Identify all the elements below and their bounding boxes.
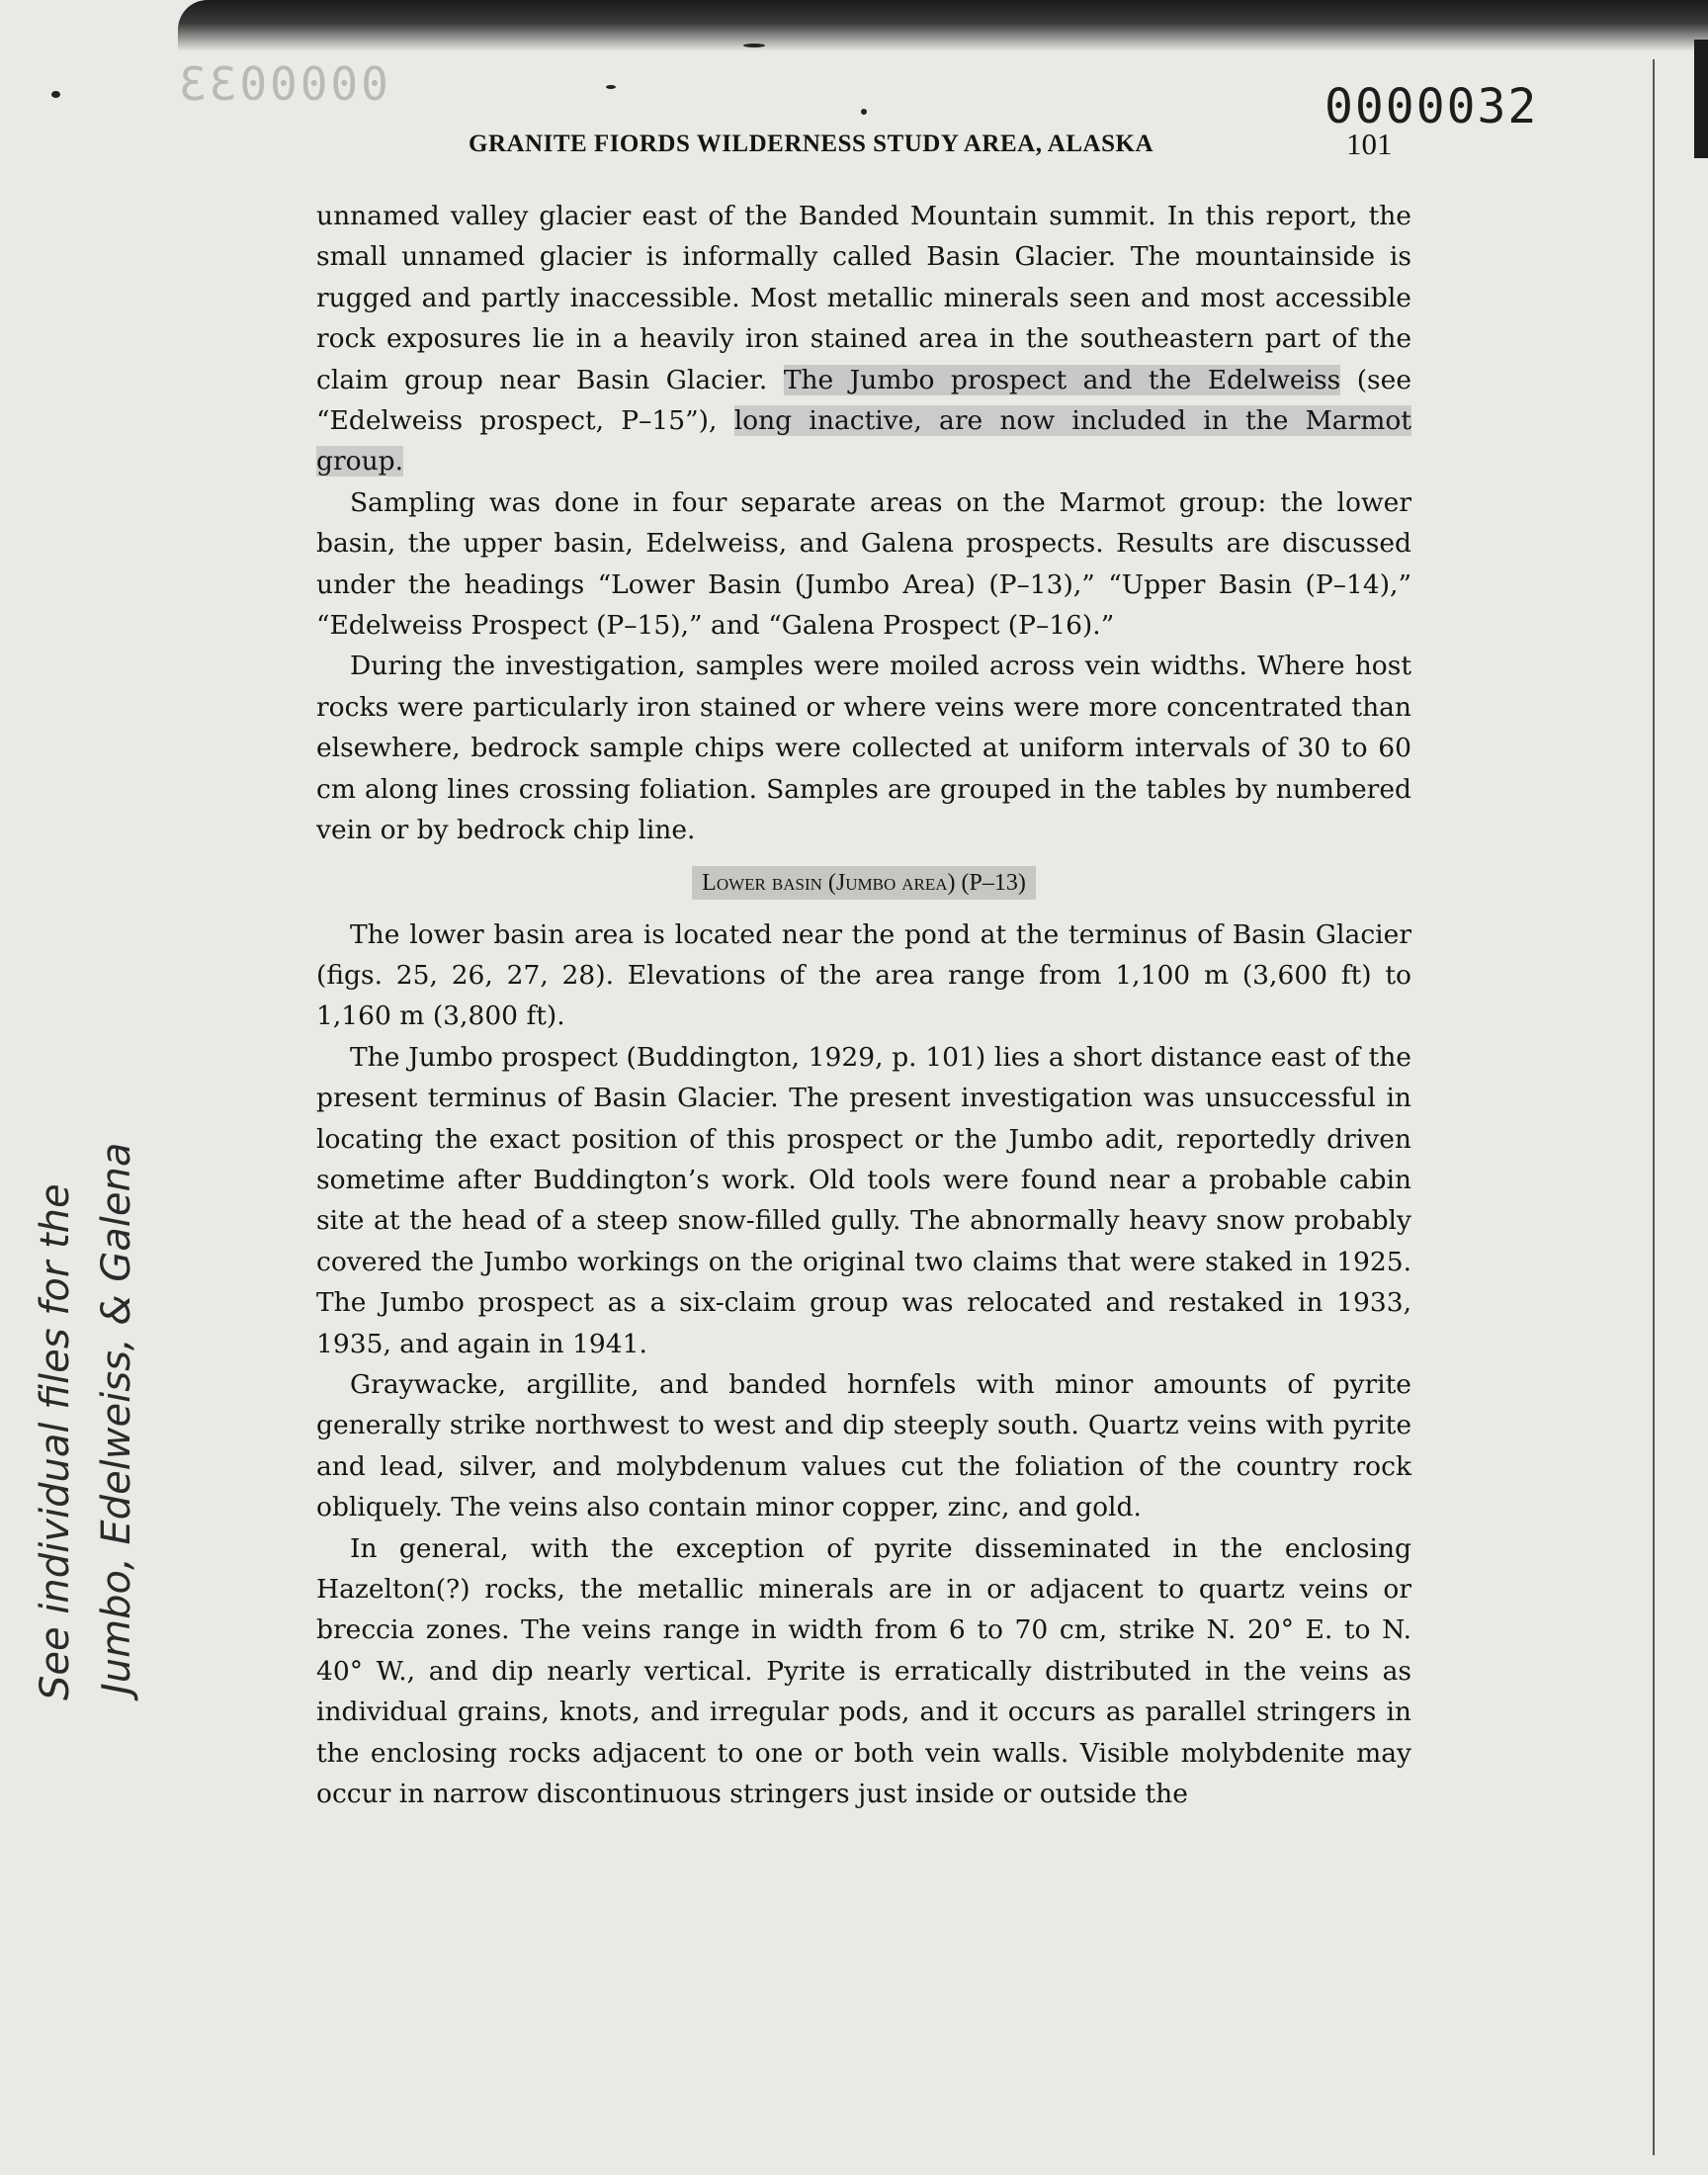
running-head: GRANITE FIORDS WILDERNESS STUDY AREA, ALASKA [469,130,1153,157]
page-number: 101 [1346,127,1393,161]
paragraph: The Jumbo prospect (Buddington, 1929, p. 101) lies a short distance east of the present terminus of Basin Glacier. The present investigation was unsuccessful in locating the exact position of this prospect or the Jumbo adit, reportedly driven sometime after Buddington’s work. Old tools were found near a probable cabin site at the head of a steep snow-filled gully. The abnormally heavy snow probably covered the Jumbo workings on the original two claims that were staked in 1925. The Jumbo prospect as a six-claim group was relocated and restaked in 1933, 1935, and again in 1941. [316,1041,1411,1359]
highlighted-text: The Jumbo prospect and the Edelweiss [783,364,1341,395]
paragraph: During the investigation, samples were moiled across vein widths. Where host rocks were particularly iron stained or where veins were more concentrated than elsewhere, bedrock sample chips were collected at uniform intervals of 30 to 60 cm along lines crossing foliation. Samples are grouped in the tables by numbered vein or by bedrock chip line. [316,651,1411,846]
section-heading [316,863,1411,903]
scan-speck [743,44,765,47]
margin-note-line: Jumbo, Edelweiss, & Galena [94,1142,139,1695]
scan-speck [861,109,867,115]
page-edge-line [1653,59,1655,2155]
text-run: (see “Edelweiss prospect, P–15”), [316,364,1411,437]
margin-note-line: See individual files for the [33,1183,78,1700]
paragraph: Sampling was done in four separate areas on the Marmot group: the lower basin, the upper basin, Edelweiss, and Galena prospects. Results are discussed under the headings “Lower Basin (Jumbo Area) (P–13),” “Upper Basin (P–14),” “Edelweiss Prospect (P–15),” and “Galena Prospect (P–16).” [316,486,1411,642]
paragraph: Graywacke, argillite, and banded hornfels with minor amounts of pyrite generally strike northwest to west and dip steeply south. Quartz veins with pyrite and lead, silver, and molybdenum values cut the foliation of the country rock obliquely. The veins also contain minor copper, zinc, and gold. [316,1368,1411,1523]
scan-speck [51,91,60,98]
bates-stamp: 0000032 [1324,79,1539,134]
text-run: unnamed valley glacier east of the Banded Mountain summit. In this report, the small unnamed glacier is informally called Basin Glacier. The mountainside is rugged and partly inaccessible. Most metallic minerals seen and most accessible rock exposures lie in a heavily iron stained area in the southeastern part of the claim group near Basin Glacier. [316,201,1411,395]
paragraph [316,196,1411,482]
body-text [316,196,1411,1814]
section-heading-label: Lower basin (Jumbo area) (P–13) [692,866,1036,900]
faded-bates-stamp: 0000033 [176,57,388,111]
scan-shadow-right [1694,40,1708,158]
scan-speck [606,85,616,89]
paragraph: In general, with the exception of pyrite disseminated in the enclosing Hazelton(?) rocks, the metallic minerals are in or adjacent to quartz veins or breccia zones. The veins range in width from 6 to 70 cm, strike N. 20° E. to N. 40° W., and dip nearly vertical. Pyrite is erratically distributed in the veins as individual grains, knots, and irregular pods, and it occurs as parallel stringers in the enclosing rocks adjacent to one or both vein walls. Visible molybdenite may occur in narrow discontinuous stringers just inside or outside the [316,1532,1411,1810]
handwritten-margin-note [25,989,147,1700]
scan-shadow-top [178,0,1708,51]
paragraph: The lower basin area is located near the pond at the terminus of Basin Glacier (figs. 25, 26, 27, 28). Elevations of the area range from 1,100 m (3,600 ft) to 1,160 m (3,800 ft). [316,918,1411,1032]
highlighted-text: long inactive, are now included in the Marmot group. [316,405,1411,478]
